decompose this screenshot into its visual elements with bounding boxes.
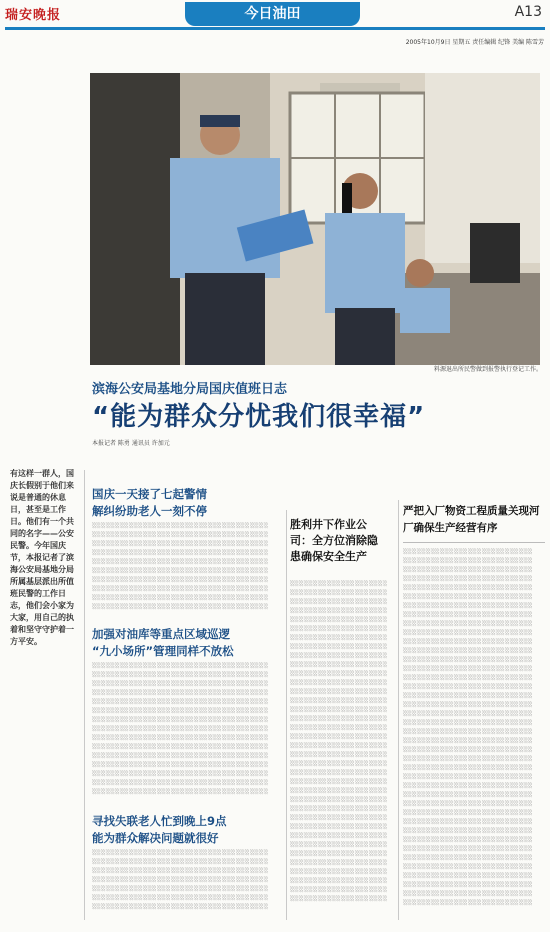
photo-caption: 料源退出所民警做到报警执行登记工作。 [433, 366, 542, 373]
column-divider [398, 500, 399, 920]
section-heading-line: “九小场所”管理同样不放松 [92, 644, 234, 658]
dateline: 2005年10月9日 星期五 责任编辑 纪锋 美编 陈雪芳 [405, 39, 544, 46]
section-tab[interactable]: 今日油田 [185, 2, 360, 26]
section-heading-line: 加强对油库等重点区域巡逻 [92, 627, 230, 641]
section-heading-line: 国庆一天接了七起警情 [92, 487, 207, 501]
section-body [92, 849, 280, 919]
section-heading [92, 813, 227, 847]
section-heading-line: 解纠纷助老人一刻不停 [92, 504, 207, 518]
body-text-placeholder: ░░░░░░░░░░░░░░░░░░░░░░░░░░░░ ░░░░░░░░░░░░░░░░░░░░░░░░░░░░ ░░░░░░░░░░░░░░░░░░░░░░░░░░░░ ░░░░░░░░░░░░░░░░░░░░░░░░░░░░ ░░░░░░░░░░░░░░░░░░░░░░░░░░░░ ░░░░░░░░░░░░░░░░░░░░░░░░░░░░ ░░░░░░░░░░░░░░░░░░░░░░░░░░░░ ░░░░░░░░░░░░░░░░░░░░░░░░░░░░ ░░░░░░░░░░░░░░░░░░░░░░░░░░░░ ░░░░░░░░░░░░░░░░░░░░░░░░░░░░ ░░░░░░░░░░░░░░░░░░░░░░░░░░░░ ░░░░░░░░░░░░░░░░░░░░░░░░░░░░ ░░░░░░░░░░░░░░░░░░░░░░░░░░░░ ░░░░░░░░░░░░░░░░░░░░░░░░░░░░ ░░░░░░░░░░░░░░░░░░░░░░░░░░░░ ░░░░░░░░░░░░░░░░░░░░░░░░░░░░ ░░░░░░░░░░░░░░░░░░░░░░░░░░░░ ░░░░░░░░░░░░░░░░░░░░░░░░░░░░ ░░░░░░░░░░░░░░░░░░░░░░░░░░░░ ░░░░░░░░░░░░░░░░░░░░░░░░░░░░ ░░░░░░░░░░░░░░░░░░░░░░░░░░░░ ░░░░░░░░░░░░░░░░░░░░░░░░░░░░ ░░░░░░░░░░░░░░░░░░░░░░░░░░░░ ░░░░░░░░░░░░░░░░░░░░░░░░░░░░ ░░░░░░░░░░░░░░░░░░░░░░░░░░░░ ░░░░░░░░░░░░░░░░░░░░░░░░░░░░ ░░░░░░░░░░░░░░░░░░░░░░░░░░░░ ░░░░░░░░░░░░░░░░░░░░░░░░░░░░ ░░░░░░░░░░░░░░░░░░░░░░░░░░░░ ░░░░░░░░░░░░░░░░░░░░░░░░░░░░ ░░░░░░░░░░░░░░░░░░░░░░░░░░░░ ░░░░░░░░░░░░░░░░░░░░░░░░░░░░ ░░░░░░░░░░░░░░░░░░░░░░░░░░░░ ░░░░░░░░░░░░░░░░░░░░░░░░░░░░ ░░░░░░░░░░░░░░░░░░░░░░░░░░░░ ░░░░░░░░░░░░░░░░░░░░░░░░░░░░ ░░░░░░░░░░░░░░░░░░░░░░░░░░░░ ░░░░░░░░░░░░░░░░░░░░░░░░░░░░ ░░░░░░░░░░░░░░░░░░░░░░░░░░░░ ░░░░░░░░░░░░░░░░░░░░░░░░░░░░ [403, 549, 534, 906]
photo-illustration [90, 73, 540, 365]
masthead-logo: 瑞安晚报 [5, 8, 62, 23]
section-body [92, 522, 280, 622]
story-byline: 本报记者 陈勇 通讯员 许加元 [92, 440, 170, 447]
right-headline-rule [403, 542, 545, 543]
story-headline: “能为群众分忧我们很幸福” [92, 402, 426, 432]
box-headline: 胜利井下作业公司：全方位消除隐患确保安全生产 [290, 518, 378, 563]
body-text-placeholder: ░░░░░░░░░░░░░░░░░░░░░░░░░░░░░░░░░░░░░░ ░░░░░░░░░░░░░░░░░░░░░░░░░░░░░░░░░░░░░░ ░░░░░░░░░░░░░░░░░░░░░░░░░░░░░░░░░░░░░░ ░░░░░░░░░░░░░░░░░░░░░░░░░░░░░░░░░░░░░░ ░░░░░░░░░░░░░░░░░░░░░░░░░░░░░░░░░░░░░░ ░░░░░░░░░░░░░░░░░░░░░░░░░░░░░░░░░░░░░░ ░░░░░░░░░░░░░░░░░░░░░░░░░░░░░░░░░░░░░░ [92, 850, 269, 910]
section-heading-line: 寻找失联老人忙到晚上9点 [92, 814, 227, 828]
column-divider [84, 470, 85, 920]
section-heading [92, 626, 234, 660]
column-divider [286, 510, 287, 920]
story-kicker: 滨海公安局基地分局国庆值班日志 [92, 382, 288, 397]
news-photo [90, 73, 540, 365]
editor-note-text: 有这样一群人，国庆长假别于他们来说是普通的休息日，甚至是工作日。他们有一个共同的名字——公安民警。今年国庆节，本报记者了滨海公安局基地分局所属基层派出所值班民警的工作日志，他们会小家为大家，用自己的执着和坚守守护着一方平安。 [10, 469, 74, 646]
right-headline: 严把入厂物资工程质量关现河厂确保生产经营有序 [403, 505, 540, 534]
section-heading-line: 能为群众解决问题就很好 [92, 831, 219, 845]
masthead-rule [5, 27, 545, 30]
section-heading [92, 486, 207, 520]
body-text-placeholder: ░░░░░░░░░░░░░░░░░░░░░░░░░░░░░░░░░░░░░░ ░░░░░░░░░░░░░░░░░░░░░░░░░░░░░░░░░░░░░░ ░░░░░░░░░░░░░░░░░░░░░░░░░░░░░░░░░░░░░░ ░░░░░░░░░░░░░░░░░░░░░░░░░░░░░░░░░░░░░░ ░░░░░░░░░░░░░░░░░░░░░░░░░░░░░░░░░░░░░░ ░░░░░░░░░░░░░░░░░░░░░░░░░░░░░░░░░░░░░░ ░░░░░░░░░░░░░░░░░░░░░░░░░░░░░░░░░░░░░░ ░░░░░░░░░░░░░░░░░░░░░░░░░░░░░░░░░░░░░░ ░░░░░░░░░░░░░░░░░░░░░░░░░░░░░░░░░░░░░░ ░░░░░░░░░░░░░░░░░░░░░░░░░░░░░░░░░░░░░░ ░░░░░░░░░░░░░░░░░░░░░░░░░░░░░░░░░░░░░░ ░░░░░░░░░░░░░░░░░░░░░░░░░░░░░░░░░░░░░░ ░░░░░░░░░░░░░░░░░░░░░░░░░░░░░░░░░░░░░░ ░░░░░░░░░░░░░░░░░░░░░░░░░░░░░░░░░░░░░░ ░░░░░░░░░░░░░░░░░░░░░░░░░░░░░░░░░░░░░░ [92, 663, 269, 795]
section-body [92, 662, 280, 812]
body-text-placeholder: ░░░░░░░░░░░░░░░░░░░░░ ░░░░░░░░░░░░░░░░░░░░░ ░░░░░░░░░░░░░░░░░░░░░ ░░░░░░░░░░░░░░░░░░░░░ ░░░░░░░░░░░░░░░░░░░░░ ░░░░░░░░░░░░░░░░░░░░░ ░░░░░░░░░░░░░░░░░░░░░ ░░░░░░░░░░░░░░░░░░░░░ ░░░░░░░░░░░░░░░░░░░░░ ░░░░░░░░░░░░░░░░░░░░░ ░░░░░░░░░░░░░░░░░░░░░ ░░░░░░░░░░░░░░░░░░░░░ ░░░░░░░░░░░░░░░░░░░░░ ░░░░░░░░░░░░░░░░░░░░░ ░░░░░░░░░░░░░░░░░░░░░ ░░░░░░░░░░░░░░░░░░░░░ ░░░░░░░░░░░░░░░░░░░░░ ░░░░░░░░░░░░░░░░░░░░░ ░░░░░░░░░░░░░░░░░░░░░ ░░░░░░░░░░░░░░░░░░░░░ ░░░░░░░░░░░░░░░░░░░░░ ░░░░░░░░░░░░░░░░░░░░░ ░░░░░░░░░░░░░░░░░░░░░ ░░░░░░░░░░░░░░░░░░░░░ ░░░░░░░░░░░░░░░░░░░░░ ░░░░░░░░░░░░░░░░░░░░░ ░░░░░░░░░░░░░░░░░░░░░ ░░░░░░░░░░░░░░░░░░░░░ ░░░░░░░░░░░░░░░░░░░░░ ░░░░░░░░░░░░░░░░░░░░░ ░░░░░░░░░░░░░░░░░░░░░ ░░░░░░░░░░░░░░░░░░░░░ ░░░░░░░░░░░░░░░░░░░░░ ░░░░░░░░░░░░░░░░░░░░░ ░░░░░░░░░░░░░░░░░░░░░ ░░░░░░░░░░░░░░░░░░░░░ [290, 581, 388, 902]
box-body [290, 580, 393, 920]
body-text-placeholder: ░░░░░░░░░░░░░░░░░░░░░░░░░░░░░░░░░░░░░░ ░░░░░░░░░░░░░░░░░░░░░░░░░░░░░░░░░░░░░░ ░░░░░░░░░░░░░░░░░░░░░░░░░░░░░░░░░░░░░░ ░░░░░░░░░░░░░░░░░░░░░░░░░░░░░░░░░░░░░░ ░░░░░░░░░░░░░░░░░░░░░░░░░░░░░░░░░░░░░░ ░░░░░░░░░░░░░░░░░░░░░░░░░░░░░░░░░░░░░░ ░░░░░░░░░░░░░░░░░░░░░░░░░░░░░░░░░░░░░░ ░░░░░░░░░░░░░░░░░░░░░░░░░░░░░░░░░░░░░░ ░░░░░░░░░░░░░░░░░░░░░░░░░░░░░░░░░░░░░░ ░░░░░░░░░░░░░░░░░░░░░░░░░░░░░░░░░░░░░░ [92, 523, 269, 610]
right-body [403, 548, 545, 920]
page-number: A13 [514, 4, 542, 20]
editor-note [10, 468, 80, 648]
